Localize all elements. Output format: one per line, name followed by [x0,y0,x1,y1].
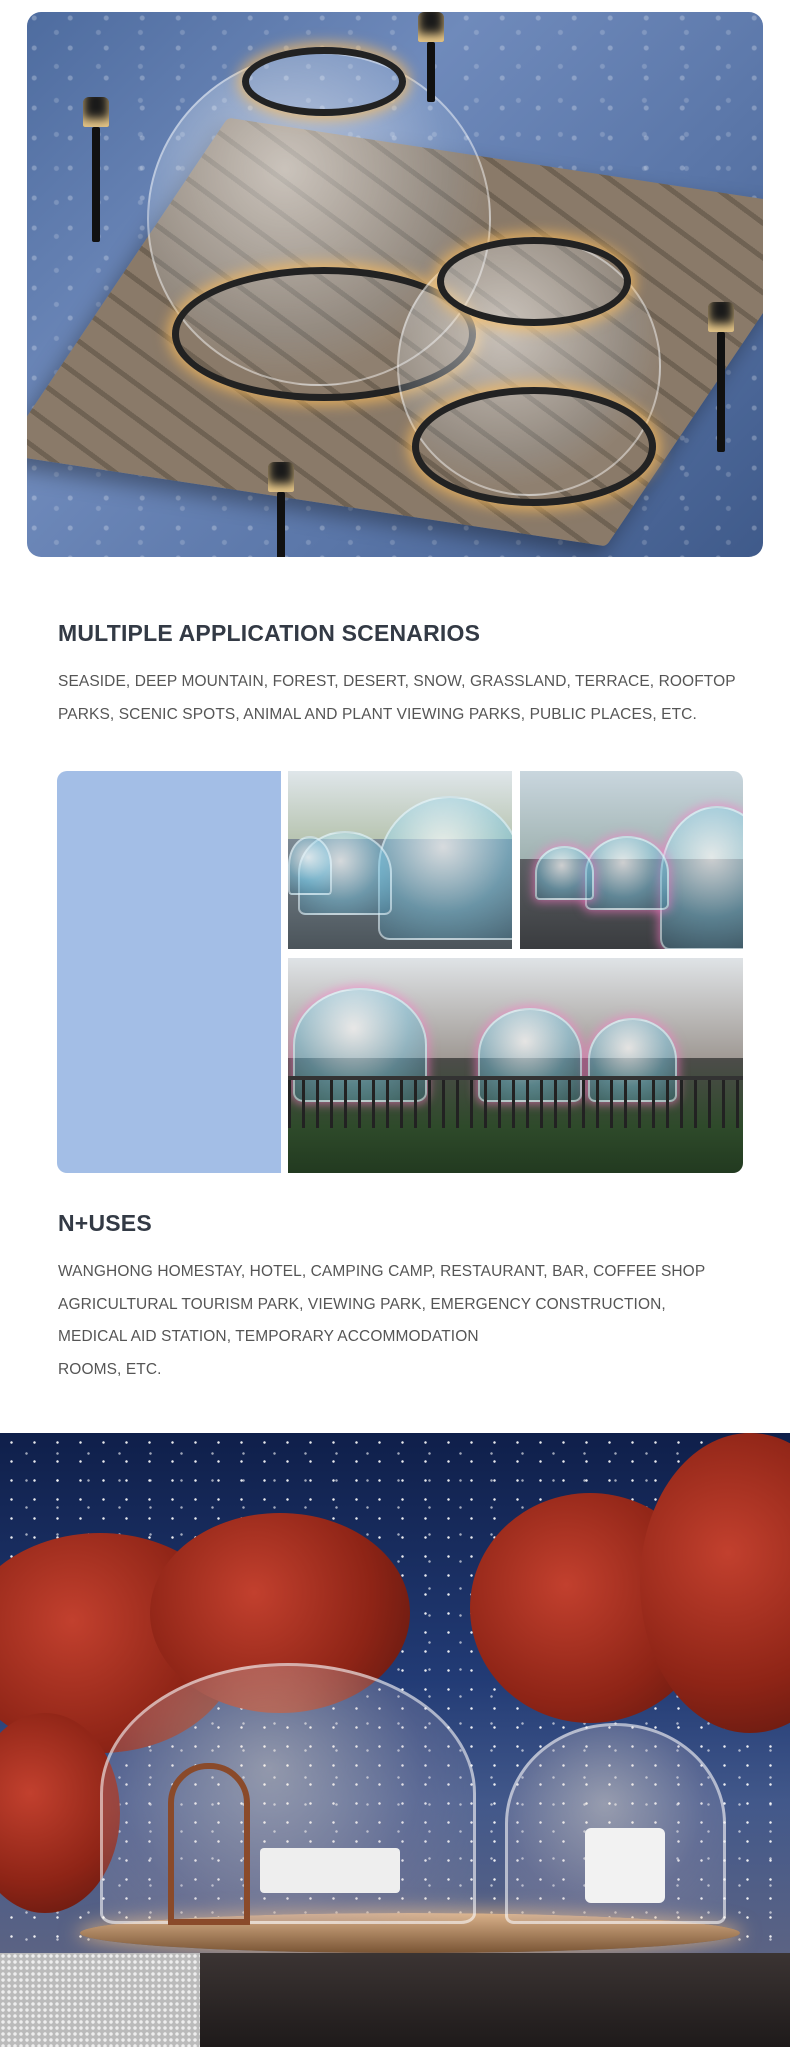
lamp-post [717,332,725,452]
dark-path [200,1953,790,2047]
small-dome-base-ring [412,387,656,506]
lamp-post [277,492,285,557]
large-dome-top-ring [242,47,406,116]
scenarios-line: SEASIDE, DEEP MOUNTAIN, FOREST, DESERT, SNOW, GRASSLAND, TERRACE, ROOFTOP [58,673,736,690]
accent-color-block [57,771,281,1173]
scenarios-title: MULTIPLE APPLICATION SCENARIOS [58,620,481,646]
hero-image-dome-tents [27,12,763,557]
bathtub [585,1828,665,1903]
scenarios-body [58,666,736,731]
uses-line: MEDICAL AID STATION, TEMPORARY ACCOMMODATION [58,1328,479,1345]
photo-domes-behind-fence [288,958,743,1173]
uses-line: AGRICULTURAL TOURISM PARK, VIEWING PARK, EMERGENCY CONSTRUCTION, [58,1295,666,1313]
small-dome-top-ring [437,237,631,326]
night-dome-scene-image [0,1433,790,2047]
bed [260,1848,400,1893]
uses-title: N+USES [58,1210,152,1236]
lamp-post [92,127,100,242]
photo-blue-domes-plaza [288,771,512,949]
uses-line: WANGHONG HOMESTAY, HOTEL, CAMPING CAMP, RESTAURANT, BAR, COFFEE SHOP [58,1263,706,1280]
lamp-post [427,42,435,102]
uses-line: ROOMS, ETC. [58,1360,162,1378]
uses-body [58,1256,705,1386]
photo-lit-domes-row [520,771,743,949]
arched-door-frame [168,1763,250,1925]
scenarios-line: PARKS, SCENIC SPOTS, ANIMAL AND PLANT VIEWING PARKS, PUBLIC PLACES, ETC. [58,705,697,723]
